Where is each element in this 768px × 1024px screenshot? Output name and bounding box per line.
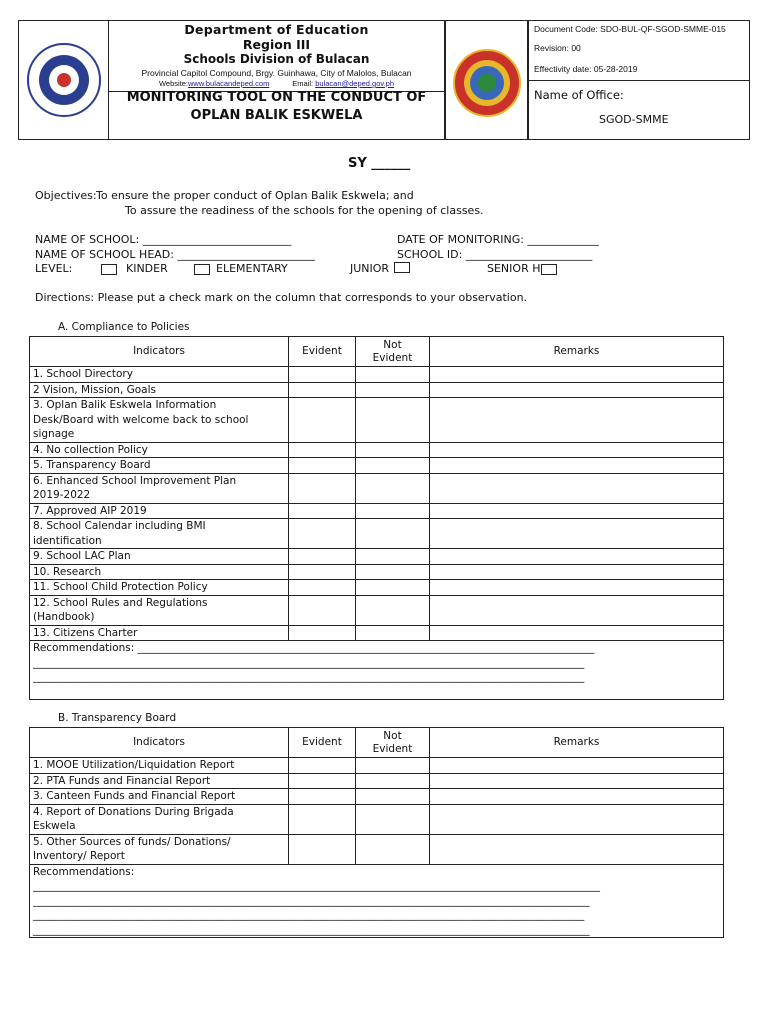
table-row [30,382,724,398]
not-evident-cell[interactable] [356,442,430,458]
remarks-cell[interactable] [430,580,724,596]
evident-cell[interactable] [289,580,356,596]
elementary-label: ELEMENTARY [216,262,288,275]
not-evident-cell[interactable] [356,834,430,864]
table-row [30,580,724,596]
form-title-line1: MONITORING TOOL ON THE CONDUCT OF [126,90,427,105]
junior-checkbox[interactable] [394,262,410,273]
not-evident-cell[interactable] [356,758,430,774]
objective-2: To assure the readiness of the schools for the opening of classes. [125,204,484,217]
evident-cell[interactable] [289,625,356,641]
indicator-cell: 4. No collection Policy [30,442,289,458]
section-a-title: A. Compliance to Policies [58,321,190,333]
not-evident-cell[interactable] [356,789,430,805]
kinder-label: KINDER [126,262,168,275]
table-row [30,758,724,774]
website-link[interactable]: www.bulacandeped.com [188,79,270,88]
remarks-cell[interactable] [430,773,724,789]
remarks-cell[interactable] [430,789,724,805]
directions: Directions: Please put a check mark on the column that corresponds to your observation. [35,291,528,304]
indicator-cell: 7. Approved AIP 2019 [30,503,289,519]
table-row [30,442,724,458]
compliance-recommendations[interactable]: Recommendations: _______________________________________________________________________________________ _________________________________________________________________________________________________________ _________________________________________________________________________________________________________ [30,641,724,700]
col-evident: Evident [289,728,356,758]
not-evident-cell[interactable] [356,367,430,383]
not-evident-cell[interactable] [356,773,430,789]
office-value: SGOD-SMME [599,113,669,126]
elementary-checkbox[interactable] [194,264,210,275]
not-evident-cell[interactable] [356,519,430,549]
table-row [30,503,724,519]
col-remarks: Remarks [430,728,724,758]
table-row [30,398,724,443]
evident-cell[interactable] [289,564,356,580]
indicator-cell: 5. Other Sources of funds/ Donations/ Inventory/ Report [30,834,289,864]
indicator-cell: 9. School LAC Plan [30,549,289,565]
not-evident-cell[interactable] [356,595,430,625]
table-row [30,625,724,641]
compliance-recommendations-row [30,641,724,700]
email-link[interactable]: bulacan@deped.gov.ph [315,79,395,88]
remarks-cell[interactable] [430,382,724,398]
remarks-cell[interactable] [430,367,724,383]
evident-cell[interactable] [289,382,356,398]
remarks-cell[interactable] [430,519,724,549]
indicator-cell: 5. Transparency Board [30,458,289,474]
indicator-cell: 4. Report of Donations During Brigada Eskwela [30,804,289,834]
table-row [30,834,724,864]
col-remarks: Remarks [430,337,724,367]
table-row [30,564,724,580]
school-year: SY ______ [348,156,411,171]
remarks-cell[interactable] [430,595,724,625]
evident-cell[interactable] [289,367,356,383]
revision-number: Revision: 00 [534,43,581,53]
table-row [30,519,724,549]
level-label: LEVEL: [35,262,73,275]
not-evident-cell[interactable] [356,580,430,596]
indicator-cell: 6. Enhanced School Improvement Plan 2019-2022 [30,473,289,503]
remarks-cell[interactable] [430,804,724,834]
indicator-cell: 2 Vision, Mission, Goals [30,382,289,398]
evident-cell[interactable] [289,458,356,474]
not-evident-cell[interactable] [356,382,430,398]
remarks-cell[interactable] [430,398,724,443]
table-row [30,549,724,565]
table-row [30,595,724,625]
header-logo-box [18,20,109,140]
evident-cell[interactable] [289,519,356,549]
col-indicators: Indicators [30,337,289,367]
email-label: Email: [292,79,314,88]
evident-cell[interactable] [289,473,356,503]
not-evident-cell[interactable] [356,804,430,834]
indicator-cell: 1. School Directory [30,367,289,383]
remarks-cell[interactable] [430,442,724,458]
section-b-title: B. Transparency Board [58,712,177,724]
not-evident-cell[interactable] [356,549,430,565]
contact-line [109,79,444,88]
not-evident-cell[interactable] [356,458,430,474]
school-head-field[interactable]: NAME OF SCHOOL HEAD: _________________________ [35,248,315,261]
evident-cell[interactable] [289,503,356,519]
remarks-cell[interactable] [430,625,724,641]
table-row [30,473,724,503]
remarks-cell[interactable] [430,549,724,565]
remarks-cell[interactable] [430,503,724,519]
not-evident-cell[interactable] [356,398,430,443]
transparency-recommendations[interactable]: Recommendations: ____________________________________________________________________________________________________________ __________________________________________________________________________________________________________ _________________________________________________________________________________________________________ __________________________________________________________________________________________________________ [30,864,724,938]
kinder-checkbox[interactable] [101,264,117,275]
evident-cell[interactable] [289,789,356,805]
indicator-cell: 8. School Calendar including BMI identification [30,519,289,549]
effectivity-date: Effectivity date: 05-28-2019 [534,64,638,74]
header-doc-info-box [528,20,750,140]
indicator-cell: 11. School Child Protection Policy [30,580,289,596]
transparency-table [29,727,724,938]
not-evident-cell[interactable] [356,503,430,519]
compliance-table [29,336,724,700]
table-row [30,789,724,805]
transparency-recommendations-row [30,864,724,938]
remarks-cell[interactable] [430,758,724,774]
col-not-evident: Not Evident [356,337,430,367]
doc-info-divider [529,80,749,81]
evident-cell[interactable] [289,834,356,864]
col-indicators: Indicators [30,728,289,758]
evident-cell[interactable] [289,595,356,625]
not-evident-cell[interactable] [356,473,430,503]
indicator-cell: 2. PTA Funds and Financial Report [30,773,289,789]
division-name: Schools Division of Bulacan [183,52,370,66]
region-name: Region III [242,37,311,52]
compliance-header-row [30,337,724,367]
table-row [30,773,724,789]
department-name: Department of Education [184,22,369,37]
division-seal-icon [453,49,521,117]
evident-cell[interactable] [289,442,356,458]
col-not-evident: Not Evident [356,728,430,758]
deped-seal-icon [27,43,101,117]
indicator-cell: 13. Citizens Charter [30,625,289,641]
remarks-cell[interactable] [430,834,724,864]
website-label: Website: [158,79,189,88]
indicator-cell: 12. School Rules and Regulations (Handbook) [30,595,289,625]
objective-1: To ensure the proper conduct of Oplan Balik Eskwela; and [96,189,414,202]
objectives-label: Objectives: [35,189,97,202]
evident-cell[interactable] [289,758,356,774]
indicator-cell: 1. MOOE Utilization/Liquidation Report [30,758,289,774]
form-title-line2: OPLAN BALIK ESKWELA [190,108,363,123]
contact-separator [271,79,290,88]
document-code: Document Code: SDO-BUL-QF-SGOD-SMME-015 [534,24,726,34]
remarks-cell[interactable] [430,473,724,503]
evident-cell[interactable] [289,773,356,789]
header-title-box [108,20,445,140]
not-evident-cell[interactable] [356,564,430,580]
col-evident: Evident [289,337,356,367]
table-row [30,458,724,474]
remarks-cell[interactable] [430,564,724,580]
not-evident-cell[interactable] [356,625,430,641]
indicator-cell: 3. Oplan Balik Eskwela Information Desk/Board with welcome back to school signage [30,398,289,443]
evident-cell[interactable] [289,549,356,565]
evident-cell[interactable] [289,804,356,834]
name-of-school-field[interactable]: NAME OF SCHOOL: ___________________________ [35,233,292,246]
senior-checkbox[interactable] [541,264,557,275]
date-of-monitoring-field[interactable]: DATE OF MONITORING: _____________ [397,233,599,246]
school-id-field[interactable]: SCHOOL ID: _______________________ [397,248,593,261]
indicator-cell: 10. Research [30,564,289,580]
office-label: Name of Office: [534,88,624,102]
remarks-cell[interactable] [430,458,724,474]
senior-label: SENIOR H [487,262,541,275]
transparency-header-row [30,728,724,758]
junior-label: JUNIOR [350,262,390,275]
indicator-cell: 3. Canteen Funds and Financial Report [30,789,289,805]
office-address: Provincial Capitol Compound, Brgy. Guinhawa, City of Malolos, Bulacan [141,68,412,78]
table-row [30,367,724,383]
header-division-seal-box [445,20,528,140]
table-row [30,804,724,834]
evident-cell[interactable] [289,398,356,443]
